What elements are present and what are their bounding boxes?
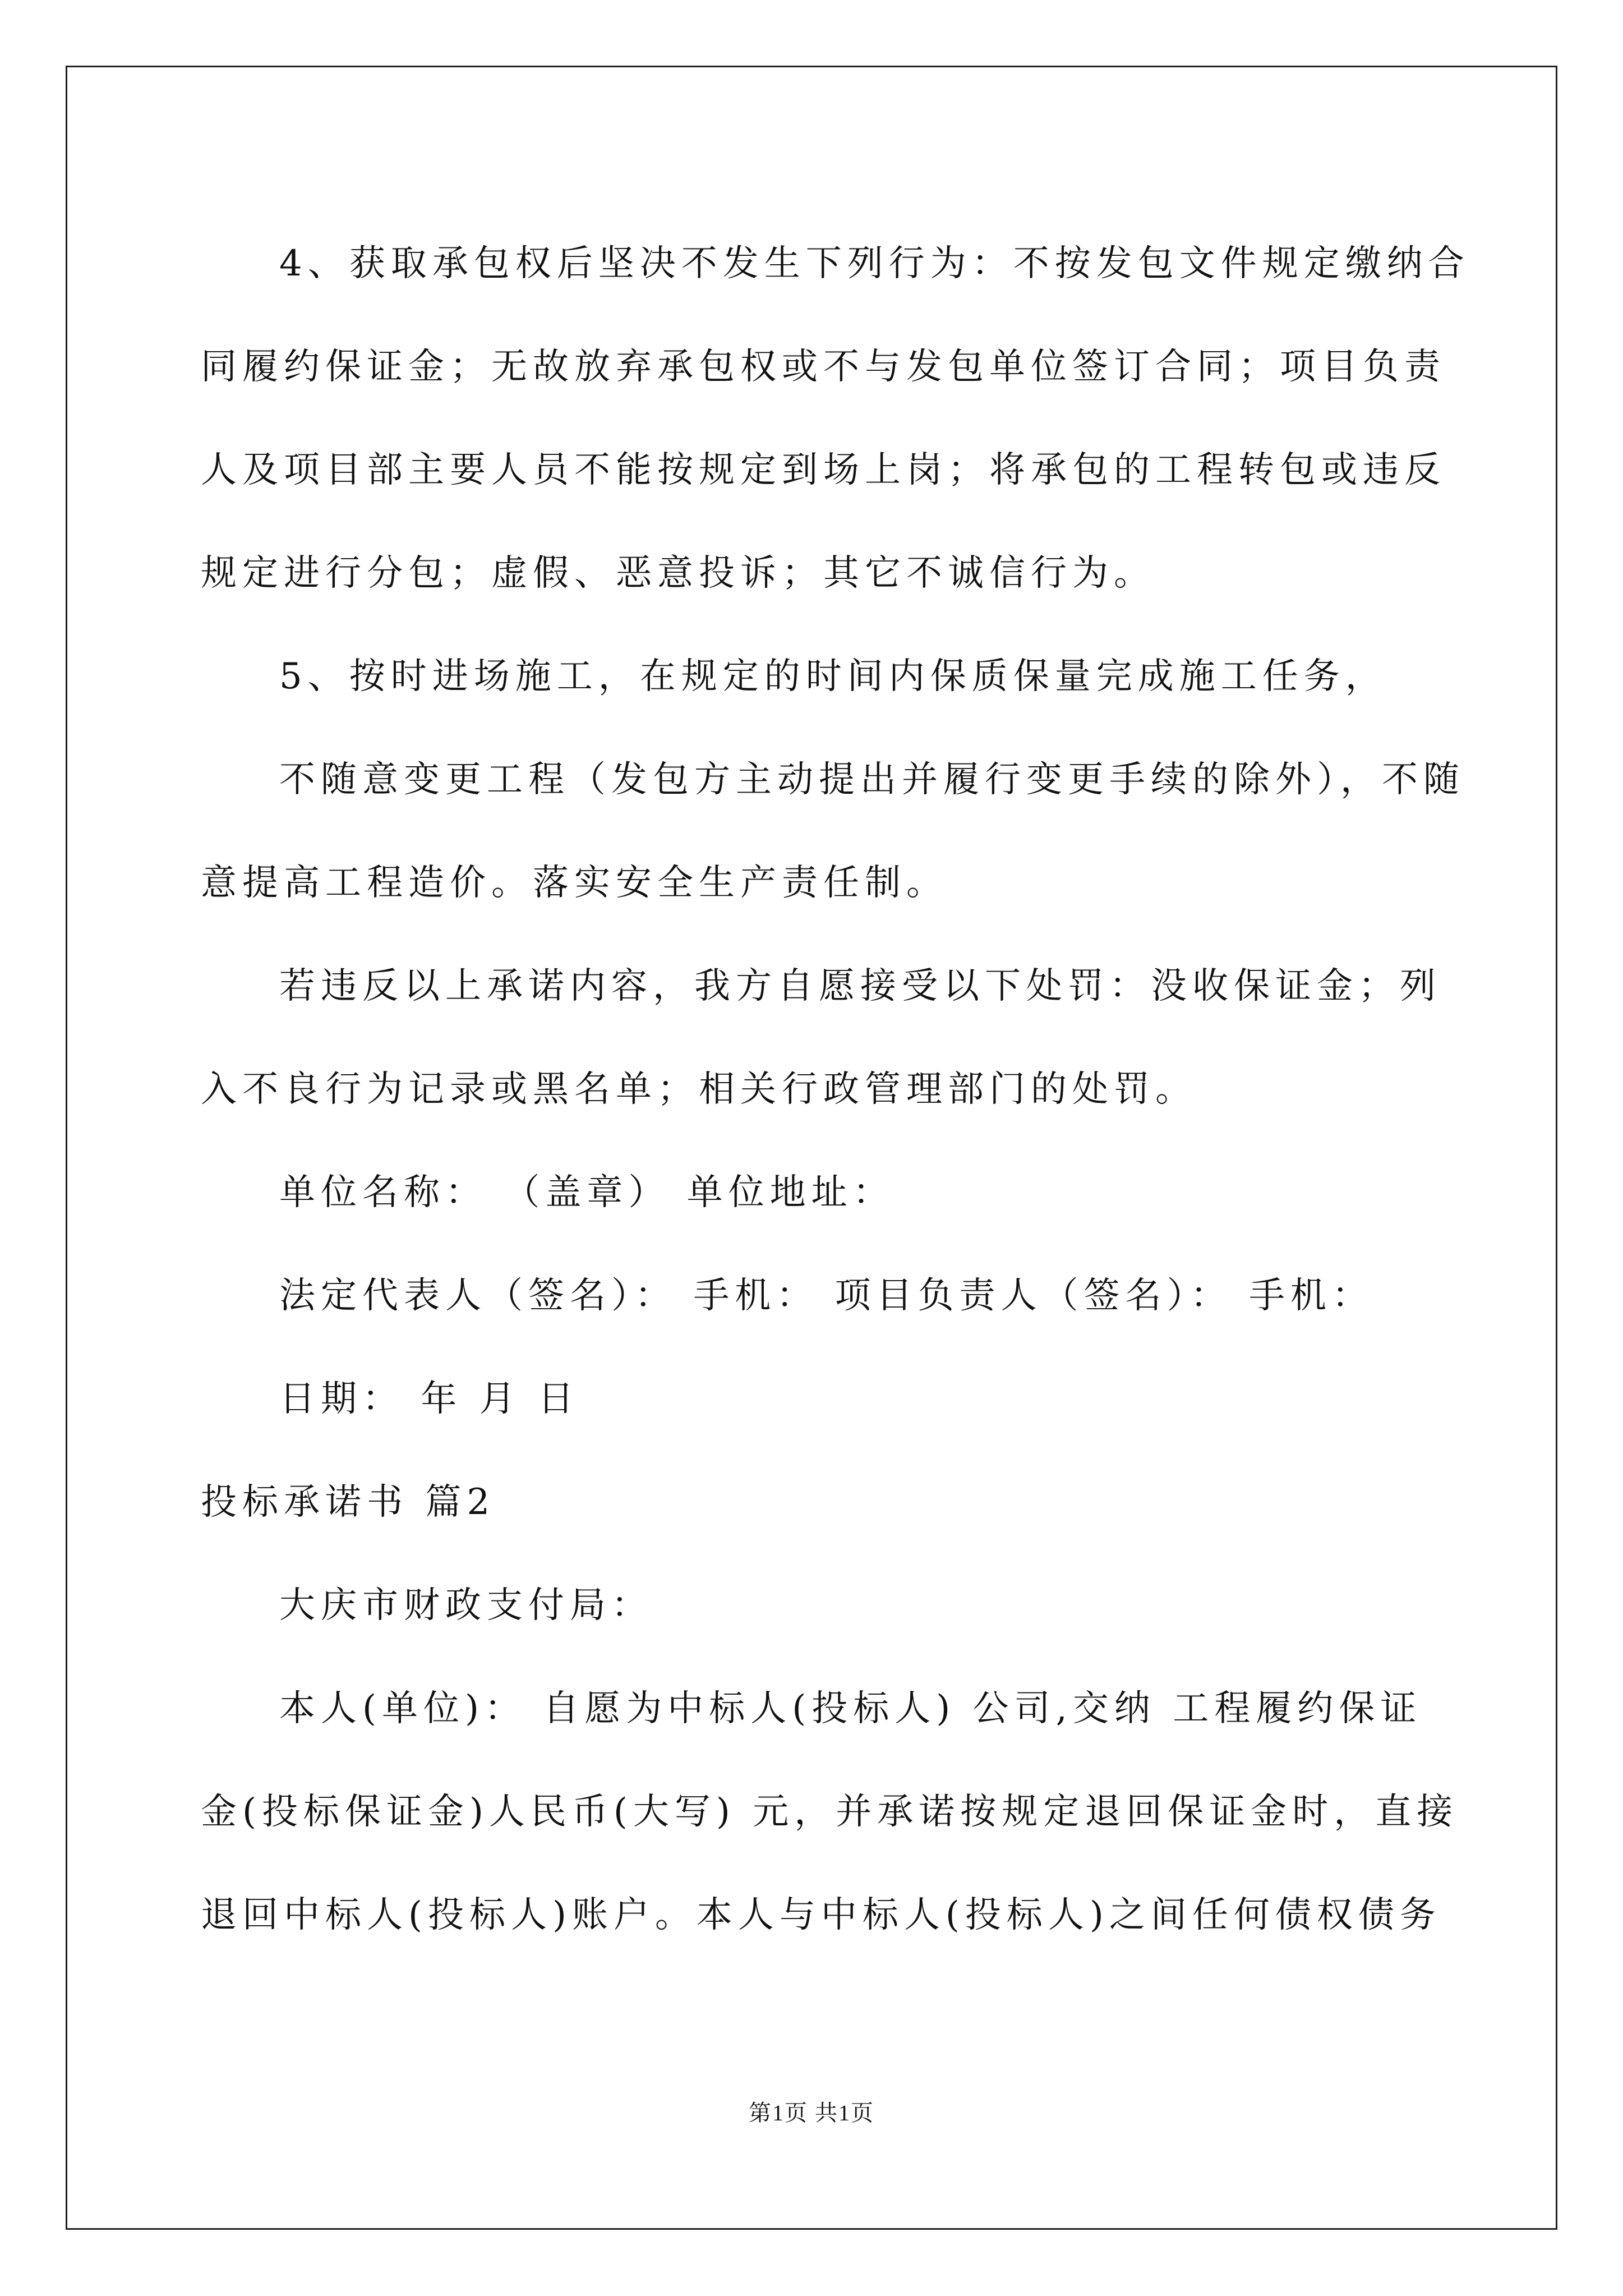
paragraph-line: 退回中标人(投标人)账户。本人与中标人(投标人)之间任何债权债务 bbox=[201, 1894, 1441, 1936]
paragraph-line: 若违反以上承诺内容，我方自愿接受以下处罚：没收保证金；列 bbox=[279, 965, 1441, 1007]
section-heading: 投标承诺书 篇2 bbox=[201, 1481, 496, 1523]
date-field-line: 日期： 年 月 日 bbox=[279, 1378, 580, 1420]
paragraph-line: 人及项目部主要人员不能按规定到场上岗；将承包的工程转包或违反 bbox=[201, 449, 1446, 491]
paragraph-line: 入不良行为记录或黑名单；相关行政管理部门的处罚。 bbox=[201, 1069, 1197, 1110]
signature-field-line: 法定代表人（签名）： 手机： 项目负责人（签名）： 手机： bbox=[279, 1275, 1374, 1317]
addressee-line: 大庆市财政支付局： bbox=[279, 1585, 653, 1626]
paragraph-line: 金(投标保证金)人民币(大写) 元，并承诺按规定退回保证金时，直接 bbox=[201, 1791, 1459, 1833]
paragraph-line: 4、获取承包权后坚决不发生下列行为：不按发包文件规定缴纳合 bbox=[279, 243, 1470, 284]
paragraph-line: 本人(单位)： 自愿为中标人(投标人) 公司,交纳 工程履约保证 bbox=[279, 1688, 1422, 1729]
paragraph-line: 5、按时进场施工，在规定的时间内保质保量完成施工任务， bbox=[279, 656, 1387, 697]
document-body bbox=[201, 212, 1470, 1967]
paragraph-line: 意提高工程造价。落实安全生产责任制。 bbox=[201, 862, 948, 904]
signature-field-line: 单位名称： （盖章） 单位地址： bbox=[279, 1172, 895, 1213]
page-number-footer: 第1页 共1页 bbox=[749, 2100, 874, 2125]
paragraph-line: 不随意变更工程（发包方主动提出并履行变更手续的除外），不随 bbox=[279, 759, 1465, 800]
paragraph-line: 规定进行分包；虚假、恶意投诉；其它不诚信行为。 bbox=[201, 553, 1155, 594]
paragraph-line: 同履约保证金；无故放弃承包权或不与发包单位签订合同；项目负责 bbox=[201, 346, 1446, 388]
